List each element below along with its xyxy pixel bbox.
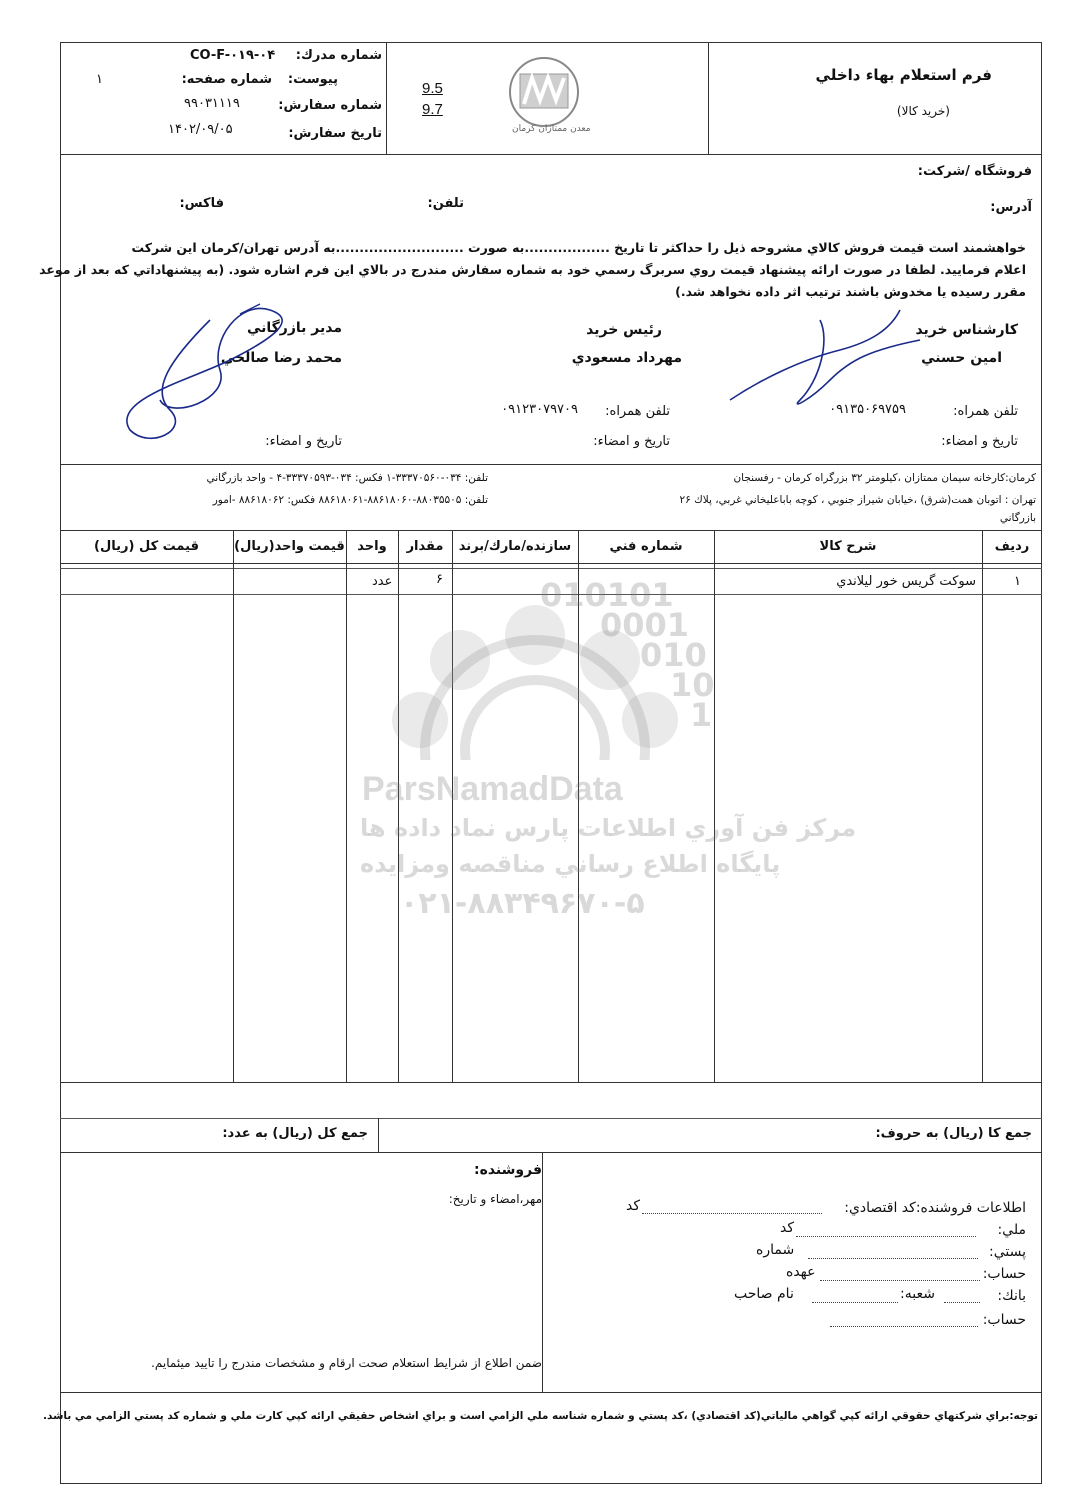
header-vline-left: [386, 42, 387, 154]
th-unit: واحد: [357, 539, 387, 554]
header-vline-right: [708, 42, 709, 154]
col-line-6: [346, 530, 347, 1082]
order-no-label: شماره سفارش:: [278, 98, 382, 113]
cell-description: سوكت گريس خور ليلاندي: [836, 574, 976, 589]
watermark-digits-2: 0001: [600, 606, 690, 644]
totals-top: [60, 1118, 1042, 1119]
request-line-2: اعلام فرماييد. لطفا در صورت ارائه پيشنهاد قيمت روي سربرگ رسمي خود به شماره سفارش مندرج در بالاي اين فرم اشاره شود. (به پيشنهاداتي كه بعد از موعد: [39, 262, 1026, 277]
doc-no-value: CO-F-۰۱۹-۰۴: [190, 48, 276, 63]
melli-label: ملي:: [997, 1222, 1026, 1238]
hesab-label-1: حساب:: [982, 1266, 1026, 1282]
economic-code-field[interactable]: [642, 1213, 822, 1214]
th-tech-no: شماره فني: [609, 539, 683, 554]
expert-title: كارشناس خريد: [915, 322, 1018, 338]
attach-no-2: 9.7: [422, 101, 443, 118]
page-no-label: شماره صفحه:: [181, 72, 272, 87]
form-title: فرم استعلام بهاء داخلي: [815, 66, 992, 84]
logo-caption: معدن ممتازان كرمان: [512, 124, 591, 134]
request-line-3: مقرر رسيده يا مخدوش باشند ترتيب اثر داده نخواهد شد.): [675, 284, 1026, 299]
shomare-label: شماره: [756, 1242, 795, 1258]
shobe-field[interactable]: [812, 1302, 898, 1303]
watermark-phone: ۰۲۱-۸۸۳۴۹۶۷۰-۵: [400, 886, 645, 921]
tehran-tail: بازرگاني: [999, 512, 1036, 524]
watermark-digits-5: 1: [690, 696, 713, 734]
order-no-value: ۹۹۰۳۱۱۱۹: [184, 96, 240, 111]
head-mobile-label: تلفن همراه:: [605, 404, 670, 419]
head-mobile: ۰۹۱۲۳۰۷۹۷۰۹: [501, 402, 578, 417]
header-divider: [60, 154, 1042, 155]
cell-unit: عدد: [372, 574, 393, 589]
col-line-7: [233, 530, 234, 1082]
request-line-1: خواهشمند است قيمت فروش كالاي مشروحه ذيل را حداكثر تا تاريخ ..................به صورت ...........................به آدرس تهران/كرمان اين شركت: [131, 240, 1026, 255]
form-subtitle: (خريد كالا): [896, 104, 950, 118]
watermark-brand: ParsNamadData: [362, 770, 623, 808]
total-number-label: جمع كل (ريال) به عدد:: [222, 1126, 368, 1141]
table-top: [60, 530, 1042, 531]
footer-note: توجه:براي شركتهاي حقوقي ارائه كپي گواهي مالياتي(كد اقتصادي) ،كد پستي و شماره شناسه ملي الزامي است و براي اشخاص حقيقي ارائه كپي كارت ملي و شماره كد پستي الزامي مي باشد.: [43, 1410, 1038, 1422]
order-date-value: ۱۴۰۲/۰۹/۰۵: [168, 122, 233, 137]
totals-bottom: [60, 1152, 1042, 1153]
total-words-label: جمع كا (ريال) به حروف:: [875, 1126, 1032, 1141]
expert-name: امين حسني: [921, 350, 1002, 366]
watermark-line-1: مركز فن آوري اطلاعات پارس نماد داده ها: [360, 814, 857, 842]
expert-mobile-label: تلفن همراه:: [953, 404, 1018, 419]
seller-code-1: كد: [626, 1198, 641, 1214]
head-date-label: تاريخ و امضاء:: [593, 434, 670, 449]
form-frame: [60, 42, 1042, 1484]
manager-date-label: تاريخ و امضاء:: [265, 434, 342, 449]
seller-vline: [542, 1152, 543, 1392]
melli-field[interactable]: [796, 1236, 976, 1237]
bank-field[interactable]: [944, 1302, 980, 1303]
manager-signature: [110, 300, 410, 460]
hesab-field[interactable]: [820, 1280, 980, 1281]
th-maker: سازنده/مارك/برند: [458, 539, 572, 554]
kerman-phone: تلفن: ۰۳۴-۳۳۳۷۰۵۶۰-۱ فكس: ۰۳۴-۳۳۳۷۰۵۹۳-۴ - واحد بازرگاني: [206, 472, 488, 484]
th-total-price: قيمت كل (ريال): [94, 539, 199, 554]
th-qty: مقدار: [406, 539, 444, 554]
col-line-1: [982, 530, 983, 1082]
watermark-digits-1: 010101: [540, 576, 674, 614]
expert-date-label: تاريخ و امضاء:: [941, 434, 1018, 449]
attach-no-1: 9.5: [422, 80, 443, 97]
th-unit-price: قيمت واحد(ريال): [234, 539, 345, 554]
table-body-top: [60, 568, 1042, 569]
seller-info-line: اطلاعات فروشنده:كد اقتصادي:: [844, 1200, 1026, 1216]
bank-label: بانك:: [997, 1288, 1026, 1304]
phone-label: تلفن:: [427, 196, 464, 211]
shobe-label: شعبه:: [900, 1286, 935, 1302]
cell-qty: ۶: [436, 572, 443, 587]
expert-signature: [720, 300, 940, 420]
table-bottom: [60, 1082, 1042, 1083]
address-label: آدرس:: [990, 200, 1032, 215]
nam-saheb-label: نام صاحب: [734, 1286, 794, 1302]
th-description: شرح كالا: [819, 539, 877, 554]
seller-stamp-label: مهر،امضاء و تاريخ:: [448, 1192, 542, 1206]
posti-field[interactable]: [808, 1258, 978, 1259]
th-row: رديف: [994, 539, 1030, 554]
table-header-bottom: [60, 563, 1042, 564]
tehran-phone: تلفن: ۸۸۰۳۵۵۰۵-۸۸۶۱۸۰۶۰-۸۸۶۱۸۰۶۱ فكس: ۸۸۶۱۸۰۶۲ -امور: [212, 494, 488, 506]
doc-no-label: شماره مدرك:: [295, 48, 382, 63]
head-title: رئيس خريد: [586, 322, 662, 338]
page-no-value: ۱: [96, 72, 103, 87]
posti-label: پستي:: [989, 1244, 1026, 1260]
watermark-line-2: پايگاه اطلاع رساني مناقصه ومزايده: [360, 850, 781, 878]
watermark-digits-4: 10: [670, 666, 715, 704]
contact-divider: [60, 464, 1042, 465]
manager-title: مدير بازرگاني: [246, 320, 342, 336]
order-date-label: تاريخ سفارش:: [288, 126, 382, 141]
account-owner-field[interactable]: [830, 1326, 978, 1327]
attachment-label: پيوست:: [287, 72, 338, 87]
hesab-label-2: حساب:: [982, 1312, 1026, 1328]
seller-label: فروشنده:: [473, 1162, 542, 1178]
manager-name: محمد رضا صالحي: [220, 350, 342, 366]
fax-label: فاكس:: [179, 196, 224, 211]
ohdeh-label: عهده: [786, 1264, 816, 1280]
table-row: ۱: [1014, 574, 1021, 589]
seller-bottom: [60, 1392, 1042, 1393]
head-name: مهرداد مسعودي: [571, 350, 682, 366]
expert-mobile: ۰۹۱۳۵۰۶۹۷۵۹: [829, 402, 906, 417]
melli-code: كد: [780, 1220, 795, 1236]
tehran-address: تهران : اتوبان همت(شرق) ،خيابان شيراز جنوبي ، كوچه باباعليخاني غربي، پلاك ۲۶: [679, 494, 1036, 506]
store-label: فروشگاه /شركت:: [917, 164, 1032, 179]
totals-vline: [378, 1118, 379, 1152]
seller-confirm: ضمن اطلاع از شرايط استعلام صحت ارقام و مشخصات مندرج را تاييد ميئمايم.: [151, 1356, 542, 1370]
watermark-digits-3: 010: [640, 636, 707, 674]
kerman-address: كرمان:كارخانه سيمان ممتازان ،كيلومتر ۳۲ بزرگراه كرمان - رفسنجان: [733, 472, 1036, 484]
